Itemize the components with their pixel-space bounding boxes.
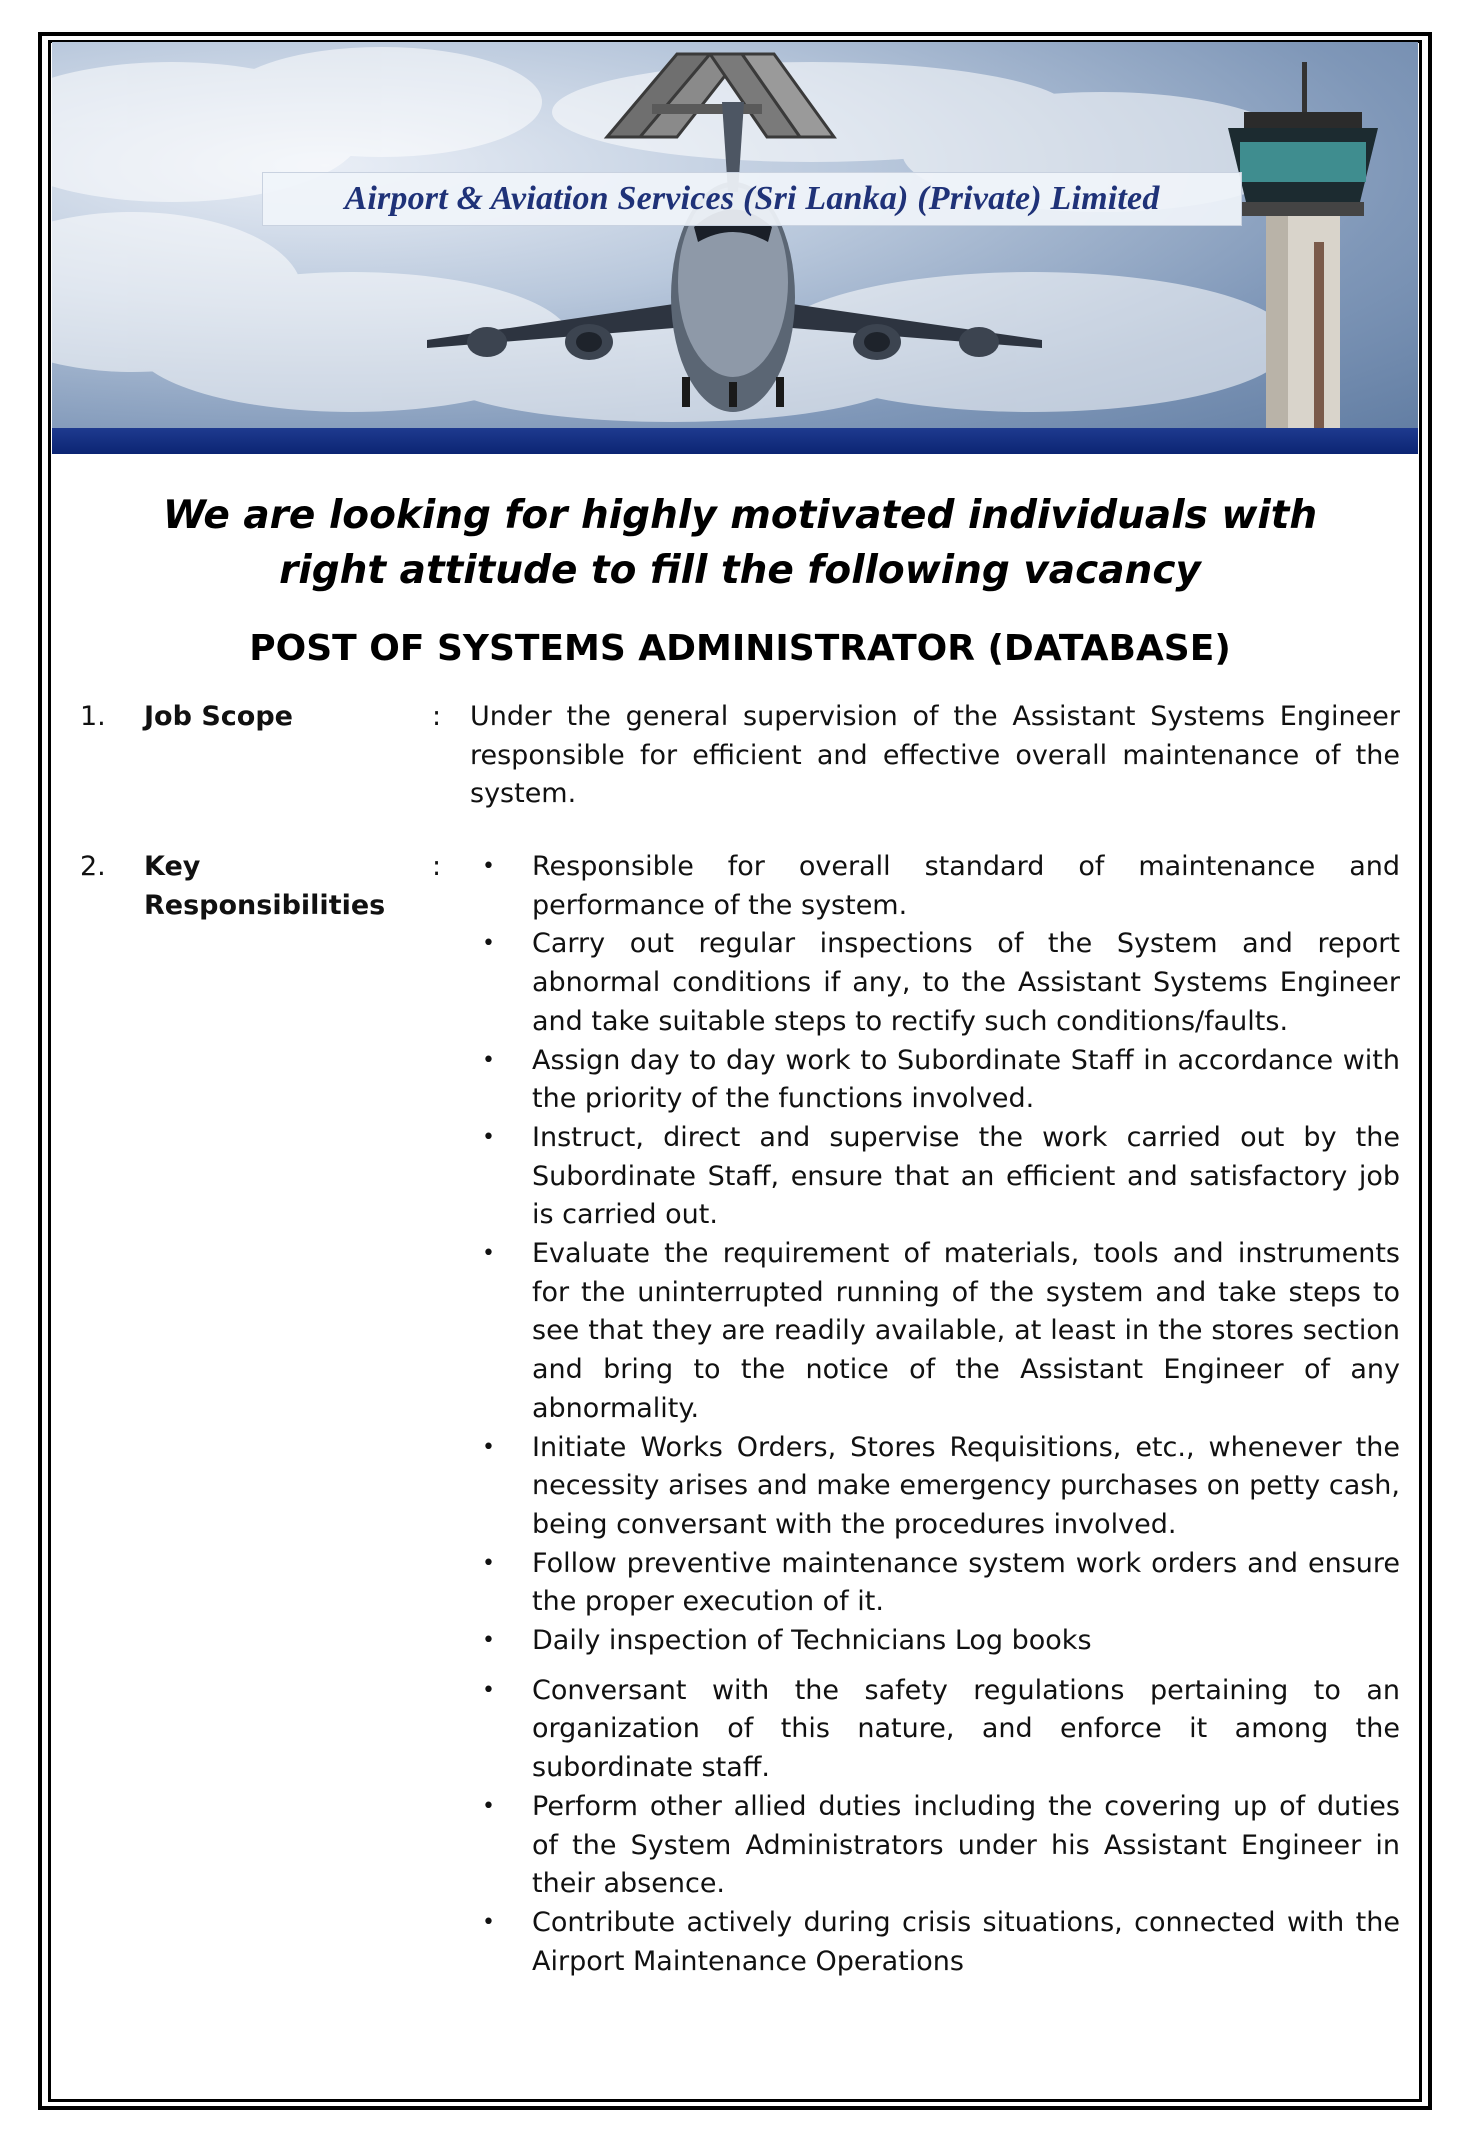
list-item	[470, 1235, 1400, 1429]
bullet-icon: •	[482, 1241, 495, 1267]
list-item-text: Initiate Works Orders, Stores Requisitions, etc., whenever the necessity arises and make emergency purchases on petty cash, being conversant with the procedures involved.	[532, 1431, 1400, 1540]
list-item	[470, 1904, 1400, 1981]
list-item	[470, 1622, 1400, 1661]
bullet-icon: •	[482, 1628, 495, 1654]
tagline-line-2: right attitude to fill the following vacancy	[279, 548, 1201, 593]
bullet-icon: •	[482, 854, 495, 879]
bullet-icon: •	[482, 1047, 495, 1073]
bullet-icon: •	[482, 1550, 495, 1576]
company-name: Airport & Aviation Services (Sri Lanka) (Private) Limited	[344, 180, 1160, 217]
bullet-icon: •	[482, 1909, 495, 1935]
tagline-line-1: We are looking for highly motivated individuals with	[162, 493, 1318, 538]
list-item-text: Perform other allied duties including the covering up of duties of the System Administrators under his Assistant Engineer in their absence.	[532, 1790, 1400, 1900]
bullet-icon: •	[482, 1434, 495, 1460]
list-item	[470, 1429, 1400, 1545]
responsibilities-list	[470, 848, 1400, 1981]
job-scope-text: Under the general supervision of the Assistant Systems Engineer responsible for efficient and effective overall maintenance of the system.	[470, 701, 1400, 810]
post-title: POST OF SYSTEMS ADMINISTRATOR (DATABASE)	[249, 628, 1231, 669]
bullet-icon: •	[482, 1677, 495, 1703]
section-number: 2.	[80, 851, 106, 882]
section-colon: :	[432, 701, 442, 732]
bullet-icon: •	[482, 931, 495, 957]
banner-artwork	[52, 42, 1418, 454]
list-item-text: Carry out regular inspections of the System and report abnormal conditions if any, to the Assistant Systems Engineer and take suitable steps to rectify such conditions/faults.	[532, 928, 1400, 1037]
header-banner	[52, 42, 1418, 454]
list-item-text: Follow preventive maintenance system work orders and ensure the proper execution of it.	[532, 1547, 1400, 1618]
control-tower-icon	[1228, 62, 1378, 454]
bullet-icon: •	[482, 1793, 495, 1819]
list-item-text: Evaluate the requirement of materials, tools and instruments for the uninterrupted running of the system and take steps to see that they are readily available, at least in the stores section and bring to the notice of the Assistant Engineer of any abnormality.	[532, 1238, 1400, 1424]
section-label: Job Scope	[144, 701, 293, 732]
list-item	[470, 1042, 1400, 1119]
list-item	[470, 1119, 1400, 1235]
bullet-icon: •	[482, 1124, 495, 1150]
company-name-box	[262, 172, 1242, 226]
section-colon: :	[432, 851, 442, 882]
list-item	[470, 1545, 1400, 1622]
list-item-text: Responsible for overall standard of maintenance and performance of the system.	[532, 851, 1400, 921]
list-item-text: Contribute actively during crisis situations, connected with the Airport Maintenance Operations	[532, 1906, 1400, 1977]
section-number: 1.	[80, 701, 106, 732]
list-item	[470, 848, 1400, 925]
list-item-text: Daily inspection of Technicians Log books	[532, 1625, 1092, 1657]
section-label: Key Responsibilities	[144, 851, 386, 921]
list-item-text: Assign day to day work to Subordinate Staff in accordance with the priority of the functions involved.	[532, 1044, 1400, 1115]
banner-blue-strip	[52, 428, 1418, 454]
list-item	[470, 925, 1400, 1041]
list-item-text: Conversant with the safety regulations pertaining to an organization of this nature, and enforce it among the subordinate staff.	[532, 1674, 1400, 1784]
tagline	[80, 488, 1400, 598]
list-item	[470, 1788, 1400, 1904]
list-item-text: Instruct, direct and supervise the work carried out by the Subordinate Staff, ensure that an efficient and satisfactory job is carried out.	[532, 1121, 1400, 1231]
list-item	[470, 1672, 1400, 1788]
